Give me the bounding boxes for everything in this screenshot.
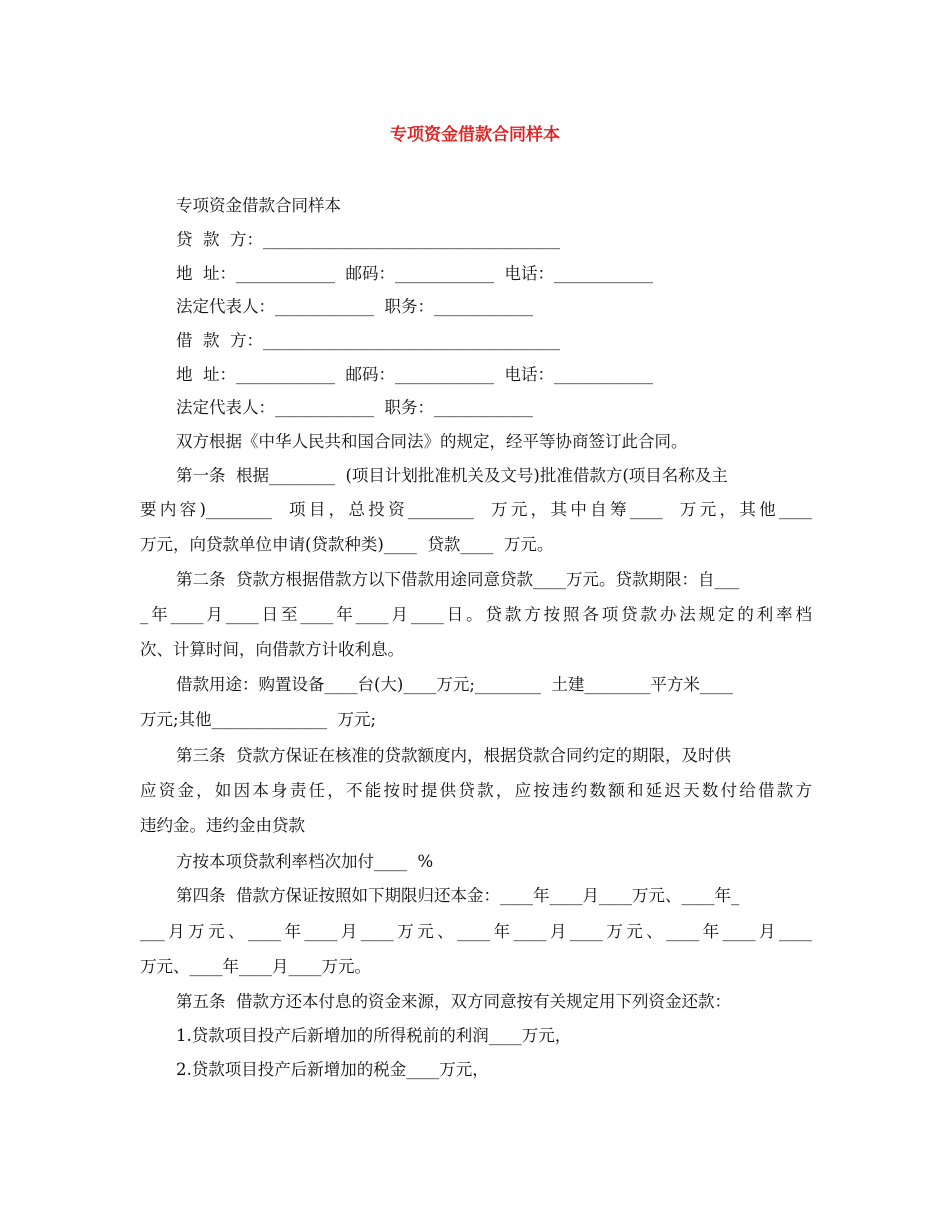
- doc-line-article5-item1: 1.贷款项目投产后新增加的所得税前的利润____万元，: [176, 1026, 572, 1045]
- doc-line-article4-a: 第四条 借款方保证按照如下期限归还本金：____年____月____万元、____年_: [176, 886, 740, 905]
- doc-line-article1-b: 要内容)________ 项目，总投资________ 万元，其中自筹____ 万元，其他____: [140, 500, 812, 519]
- doc-line-loan-purpose-a: 借款用途：购置设备____台(大)____万元;________ 土建________平方米____: [176, 675, 733, 694]
- doc-line-article3-a: 第三条 贷款方保证在核准的贷款额度内，根据贷款合同约定的期限，及时供: [176, 746, 731, 765]
- doc-line-article1-c: 万元，向贷款单位申请(贷款种类)____ 贷款____ 万元。: [140, 535, 554, 554]
- doc-line-lender-representative: 法定代表人：____________ 职务：____________: [176, 297, 533, 316]
- doc-line-article5-item2: 2.贷款项目投产后新增加的税金____万元，: [176, 1060, 489, 1079]
- doc-line-subtitle: 专项资金借款合同样本: [176, 196, 341, 215]
- doc-line-article2-c: 次、计算时间，向借款方计收利息。: [140, 640, 404, 659]
- doc-line-borrower-address: 地 址：____________ 邮码：____________ 电话：____________: [176, 365, 653, 384]
- doc-line-article3-d: 方按本项贷款利率档次加付____ %: [176, 852, 434, 871]
- doc-line-loan-purpose-b: 万元;其他______________ 万元;: [140, 710, 377, 729]
- doc-line-article2-b: _年____月____日至____年____月____日。贷款方按照各项贷款办法规定的利率档: [140, 605, 812, 624]
- doc-line-article1-a: 第一条 根据________ (项目计划批准机关及文号)批准借款方(项目名称及主: [176, 466, 728, 485]
- doc-line-article2-a: 第二条 贷款方根据借款方以下借款用途同意贷款____万元。贷款期限：自___: [176, 570, 740, 589]
- doc-line-preamble: 双方根据《中华人民共和国合同法》的规定，经平等协商签订此合同。: [176, 432, 688, 451]
- doc-line-article4-c: 万元、____年____月____万元。: [140, 957, 371, 976]
- document-title: 专项资金借款合同样本: [390, 125, 560, 145]
- doc-line-article3-b: 应资金，如因本身责任，不能按时提供贷款，应按违约数额和延迟天数付给借款方: [140, 781, 812, 800]
- doc-line-borrower: 借 款 方：____________________________________: [176, 331, 560, 350]
- doc-line-lender-address: 地 址：____________ 邮码：____________ 电话：____________: [176, 264, 653, 283]
- doc-line-article5: 第五条 借款方还本付息的资金来源，双方同意按有关规定用下列资金还款：: [176, 992, 731, 1011]
- doc-line-lender: 贷 款 方：____________________________________: [176, 230, 560, 249]
- doc-line-borrower-representative: 法定代表人：____________ 职务：____________: [176, 398, 533, 417]
- doc-line-article4-b: ___月万元、____年____月____万元、____年____月____万元、____年____月____: [140, 922, 813, 941]
- doc-line-article3-c: 违约金。违约金由贷款: [140, 816, 305, 835]
